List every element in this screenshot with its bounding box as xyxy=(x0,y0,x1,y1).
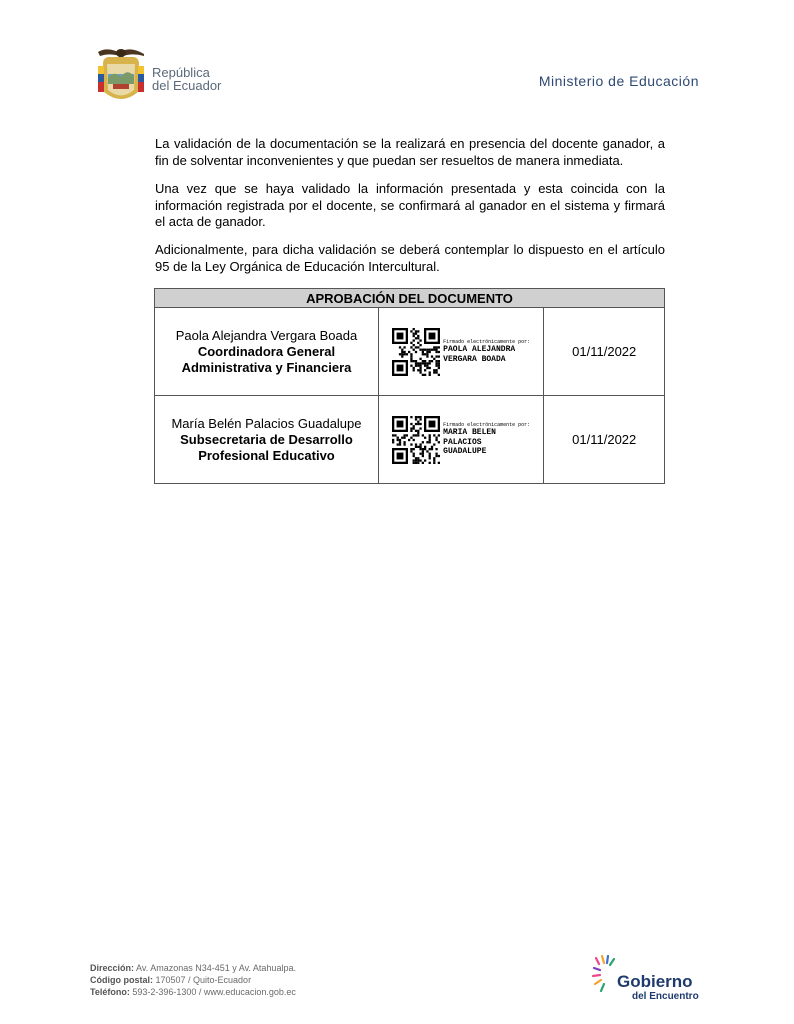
approval-date: 01/11/2022 xyxy=(544,396,665,484)
table-row xyxy=(155,308,665,396)
signer-role: Administrativa y Financiera xyxy=(181,359,352,375)
approval-title: APROBACIÓN DEL DOCUMENTO xyxy=(155,289,665,308)
footer-phone-value: 593-2-396-1300 / www.educacion.gob.ec xyxy=(129,987,296,997)
footer-postal xyxy=(90,974,296,986)
paragraph-2: Una vez que se haya validado la información presentada y esta coincida con la información registrada por el docente, se confirmará al ganador en el sistema y firmará el acta de ganador. xyxy=(155,181,665,229)
footer-contact xyxy=(90,962,296,998)
qr-code-icon xyxy=(392,328,440,376)
signer-stamp-name: PAOLA ALEJANDRA xyxy=(443,345,516,354)
signer-stamp-name: MARIA BELEN xyxy=(443,428,496,438)
signed-by-label: Firmado electrónicamente por: xyxy=(443,339,531,345)
ministerio-title: Ministerio de Educación xyxy=(538,73,699,89)
table-row xyxy=(155,396,665,484)
signer-role: Profesional Educativo xyxy=(198,447,335,463)
footer-address-label: Dirección: xyxy=(90,963,135,973)
signed-by-label: Firmado electrónicamente por: xyxy=(443,422,531,429)
signer-name: María Belén Palacios Guadalupe xyxy=(171,415,362,431)
gobierno-title: Gobierno xyxy=(617,972,693,991)
approval-table xyxy=(154,288,665,484)
footer-postal-label: Código postal: xyxy=(90,975,153,985)
signer-role: Subsecretaria de Desarrollo xyxy=(180,431,353,447)
signer-name: Paola Alejandra Vergara Boada xyxy=(175,327,358,343)
signature-cell xyxy=(378,396,543,484)
signer-stamp-name: GUADALUPE xyxy=(443,447,487,457)
footer-address-value: Av. Amazonas N34-451 y Av. Atahualpa. xyxy=(134,963,296,973)
signature-cell xyxy=(378,308,543,396)
footer-address xyxy=(90,962,296,974)
signer-info xyxy=(155,308,379,396)
republica-line1: República xyxy=(152,65,210,80)
paragraph-3: Adicionalmente, para dicha validación se deberá contemplar lo dispuesto en el artículo 95 de la Ley Orgánica de Educación Intercultural. xyxy=(155,242,665,274)
approval-date: 01/11/2022 xyxy=(544,308,665,396)
signer-info xyxy=(155,396,379,484)
signer-role: Coordinadora General xyxy=(197,343,336,359)
signer-stamp-name: VERGARA BOADA xyxy=(443,354,506,364)
footer-postal-value: 170507 / Quito-Ecuador xyxy=(153,975,252,985)
republica-wordmark xyxy=(152,66,221,92)
republica-line2: del Ecuador xyxy=(152,78,222,93)
signer-stamp-name: PALACIOS xyxy=(443,437,482,447)
qr-code-icon xyxy=(392,416,440,464)
footer-phone xyxy=(90,986,296,998)
paragraph-1: La validación de la documentación se la realizará en presencia del docente ganador, a fin de solventar inconvenientes y que puedan ser resueltos de manera inmediata. xyxy=(155,136,665,168)
footer-phone-label: Teléfono: xyxy=(90,987,130,997)
gobierno-subtitle: del Encuentro xyxy=(632,991,699,1002)
